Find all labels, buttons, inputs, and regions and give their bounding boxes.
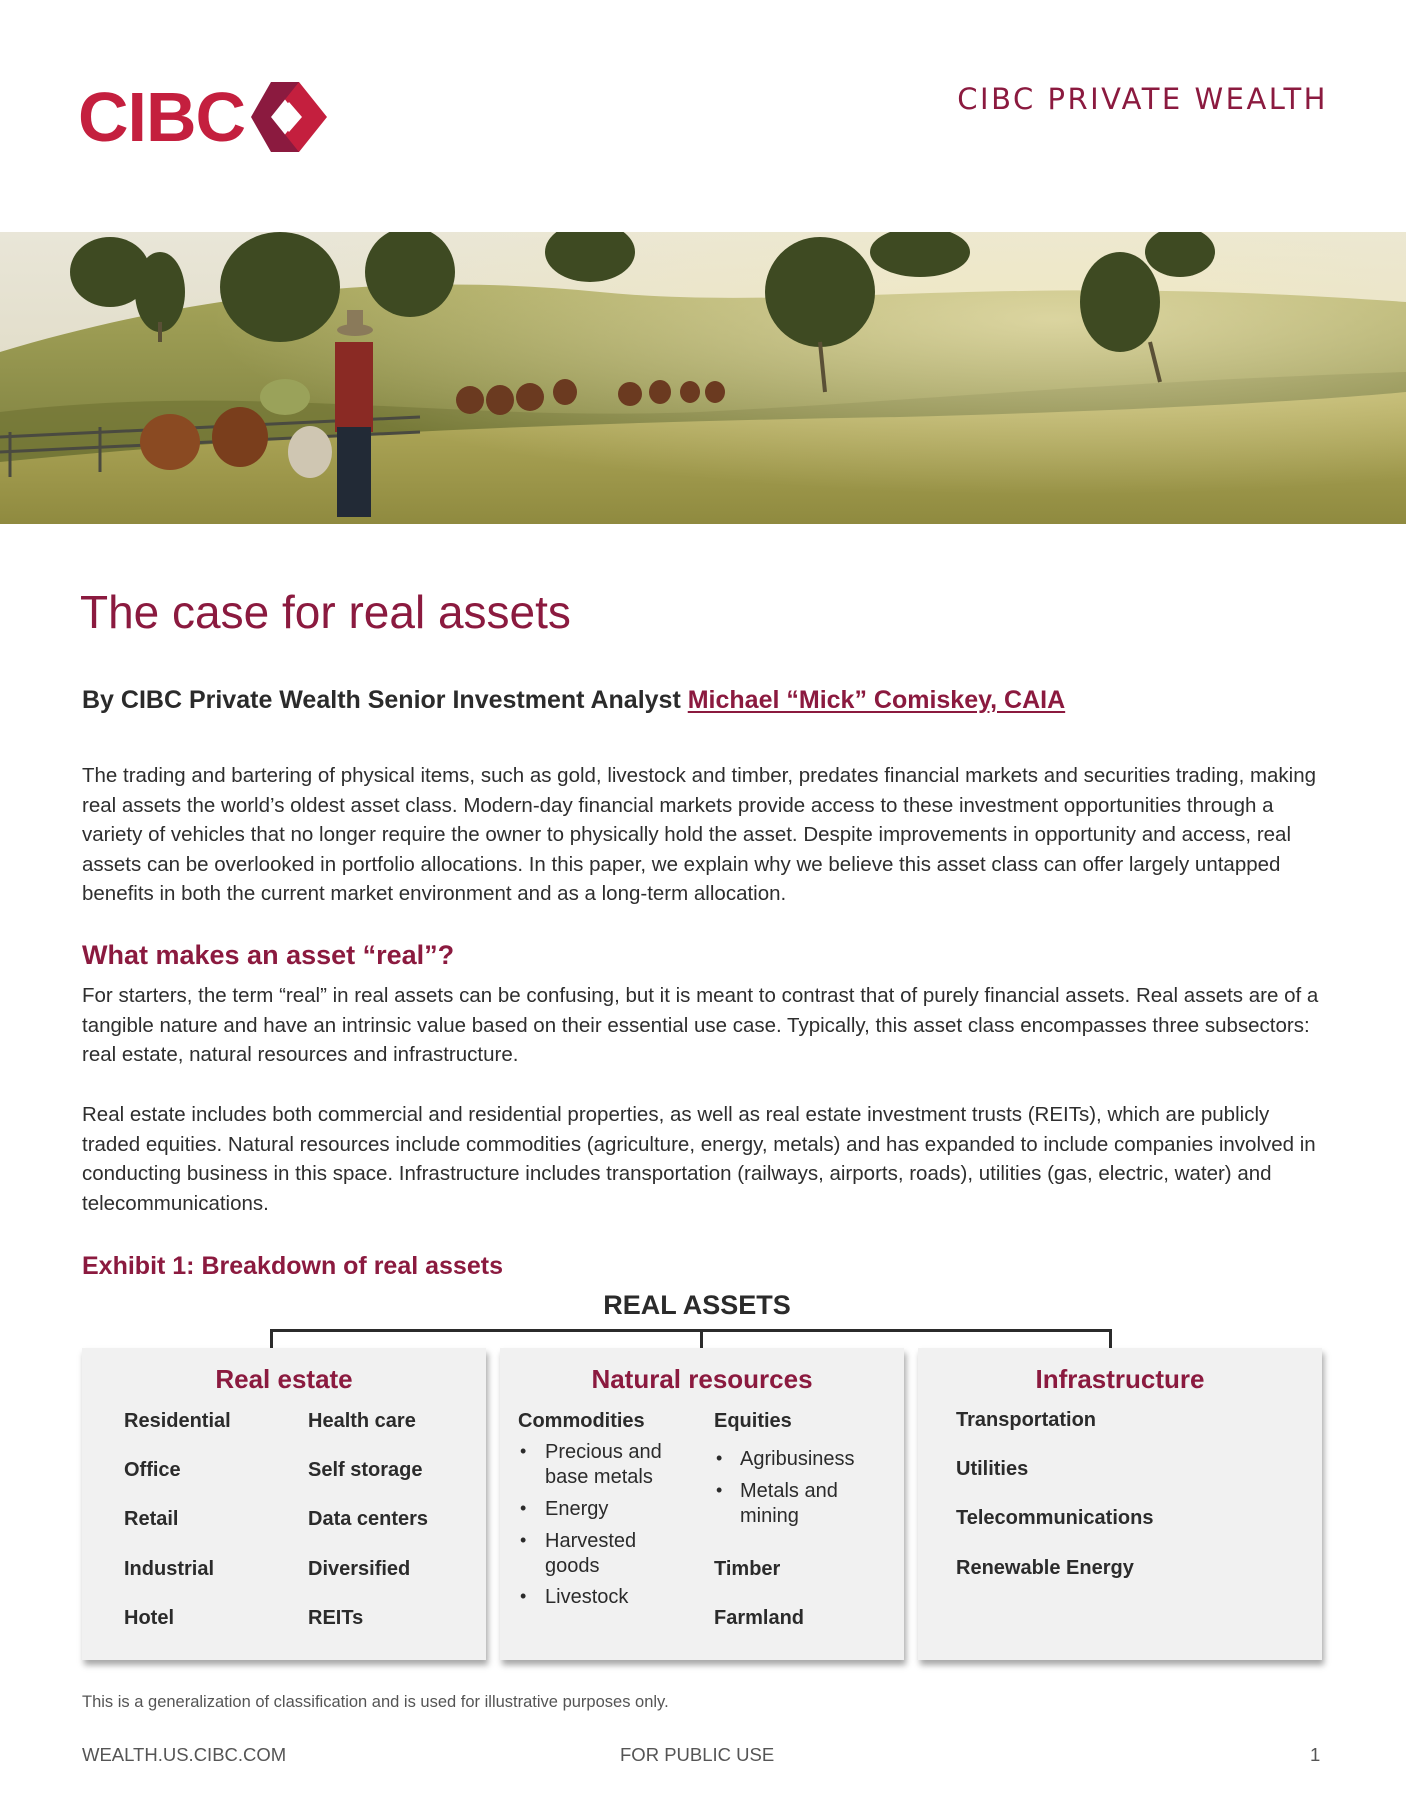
real-estate-item: Industrial — [124, 1558, 215, 1580]
exhibit-title: Exhibit 1: Breakdown of real assets — [82, 1252, 503, 1280]
equity-item: mining — [740, 1505, 799, 1527]
bullet-icon: • — [716, 1480, 723, 1500]
commodity-item: Livestock — [545, 1586, 629, 1608]
page-header — [0, 0, 1406, 230]
bullet-icon: • — [520, 1586, 527, 1606]
equity-item: Agribusiness — [740, 1448, 855, 1470]
real-estate-item: Residential — [124, 1410, 231, 1432]
page-number: 1 — [1310, 1744, 1321, 1765]
tree-connector-left — [270, 1329, 273, 1348]
intro-paragraph: The trading and bartering of physical items, such as gold, livestock and timber, predates financial markets and securities trading, making real assets the world’s oldest asset class. Modern-day financial markets provide access to these investment opportunities through a variety of vehicles that no longer require the owner to physically hold the asset. Despite improvements in opportunity and access, real assets can be overlooked in portfolio allocations. In this paper, we explain why we believe this asset class can offer largely untapped benefits in both the current market environment and as a long-term allocation. — [82, 764, 1317, 905]
infrastructure-item: Renewable Energy — [956, 1557, 1134, 1579]
commodities-label: Commodities — [518, 1410, 645, 1432]
infrastructure-card — [918, 1348, 1322, 1660]
real-estate-item: Data centers — [308, 1508, 429, 1530]
hero-image — [0, 232, 1406, 524]
tree-connector-right — [1109, 1329, 1112, 1348]
real-estate-item: REITs — [308, 1607, 364, 1629]
timber-item: Timber — [714, 1558, 781, 1580]
natural-resources-title: Natural resources — [591, 1364, 813, 1394]
commodity-item: Energy — [545, 1498, 609, 1520]
byline — [82, 686, 1065, 715]
infrastructure-item: Telecommunications — [956, 1507, 1154, 1529]
tree-connector-horizontal — [270, 1329, 1112, 1332]
footer-website: WEALTH.US.CIBC.COM — [82, 1744, 287, 1765]
root-label-text: REAL ASSETS — [603, 1290, 791, 1320]
real-estate-title: Real estate — [215, 1364, 353, 1394]
footer-classification: FOR PUBLIC USE — [620, 1744, 775, 1765]
real-assets-root-label — [0, 1290, 1406, 1321]
real-estate-item: Self storage — [308, 1459, 423, 1481]
natural-resources-card — [500, 1348, 904, 1660]
real-estate-item: Health care — [308, 1410, 416, 1432]
real-estate-card — [82, 1348, 486, 1660]
commodity-item: Harvested — [545, 1530, 637, 1552]
byline-prefix: By CIBC Private Wealth Senior Investment Analyst — [82, 686, 688, 714]
infrastructure-item: Utilities — [956, 1458, 1029, 1480]
real-estate-item: Diversified — [308, 1558, 411, 1580]
section-heading: What makes an asset “real”? — [82, 940, 455, 970]
pasture-photo — [0, 232, 1406, 524]
section-paragraph-1: For starters, the term “real” in real assets can be confusing, but it is meant to contrast that of purely financial assets. Real assets are of a tangible nature and have an intrinsic value based on their essential use case. Typically, this asset class encompasses three subsectors: real estate, natural resources and infrastructure. — [82, 984, 1319, 1066]
bullet-icon: • — [520, 1441, 527, 1461]
infrastructure-title: Infrastructure — [1035, 1364, 1205, 1394]
logo-wordmark: CIBC — [78, 78, 246, 156]
equities-label: Equities — [714, 1410, 792, 1432]
brand-name: CIBC PRIVATE WEALTH — [957, 82, 1328, 116]
tree-connector-center — [700, 1329, 703, 1348]
real-estate-item: Office — [124, 1459, 181, 1481]
infrastructure-item: Transportation — [956, 1409, 1097, 1431]
bullet-icon: • — [716, 1448, 723, 1468]
commodity-item: goods — [545, 1555, 600, 1577]
exhibit-footnote: This is a generalization of classification and is used for illustrative purposes only. — [82, 1693, 669, 1711]
page-title: The case for real assets — [80, 586, 571, 638]
commodity-item: Precious and — [545, 1441, 662, 1463]
bullet-icon: • — [520, 1530, 527, 1550]
real-estate-item: Hotel — [124, 1607, 174, 1629]
cibc-logo — [78, 78, 327, 156]
farmland-item: Farmland — [714, 1607, 805, 1629]
equity-item: Metals and — [740, 1480, 838, 1502]
section-paragraph-2: Real estate includes both commercial and residential properties, as well as real estate investment trusts (REITs), which are publicly traded equities. Natural resources include commodities (agriculture, energy, metals) and has expanded to include companies involved in conducting business in this space. Infrastructure includes transportation (railways, airports, roads), utilities (gas, electric, water) and telecommunications. — [82, 1103, 1316, 1215]
bullet-icon: • — [520, 1498, 527, 1518]
author-link[interactable]: Michael “Mick” Comiskey, CAIA — [687, 686, 1066, 714]
real-estate-item: Retail — [124, 1508, 179, 1530]
cibc-diamond-icon — [251, 82, 327, 152]
commodity-item: base metals — [545, 1466, 653, 1488]
